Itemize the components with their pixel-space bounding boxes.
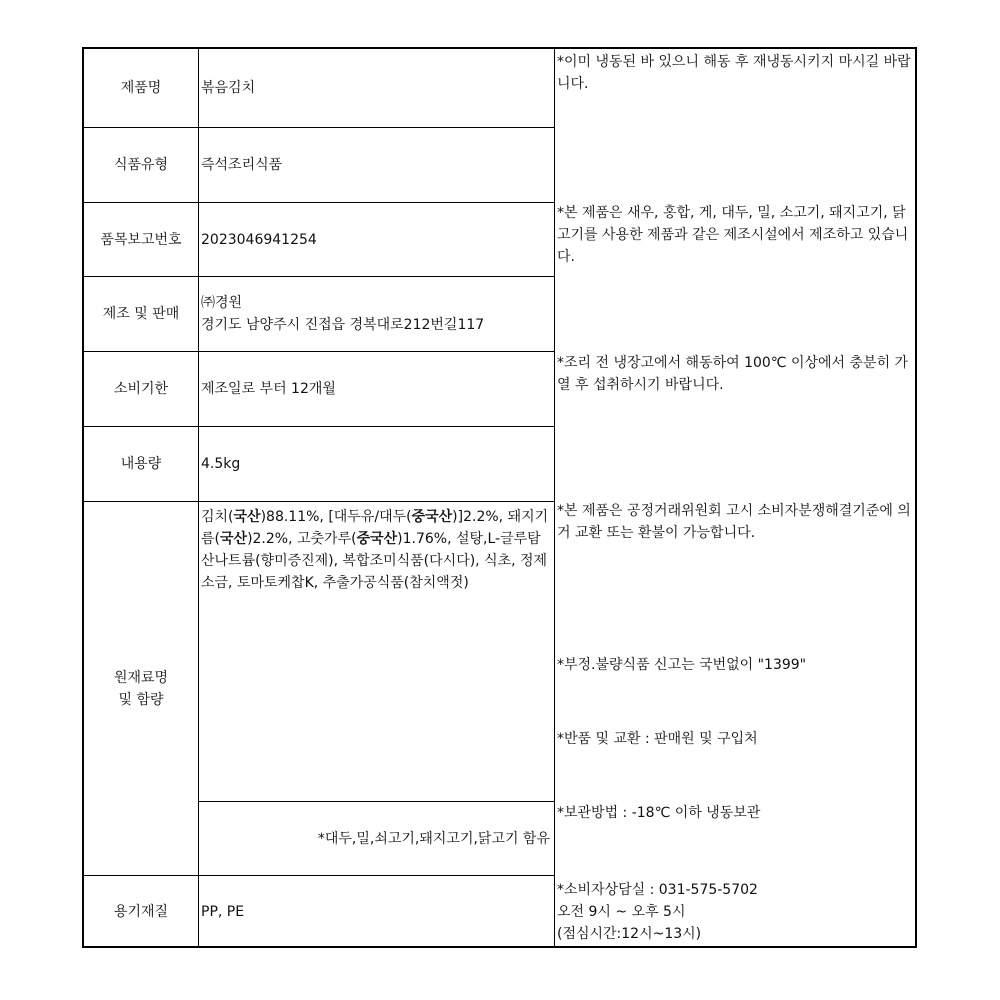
report-number-value [199,203,555,277]
note-allergen-facility [557,202,913,268]
origin-bold: 국산 [233,509,261,525]
ingredient-segment: )2.2%, 고춧가루( [247,531,357,547]
note-refund [557,500,913,544]
ingredients-value [199,502,555,802]
note-report-text: *부정.불량식품 신고는 국번없이 "1399" [557,657,807,673]
volume-value [199,427,555,502]
ingredients-label [84,502,199,876]
product-name-label-text: 제품명 [120,80,162,96]
manufacturer-address: 경기도 남양주시 진접읍 경복대로212번길117 [201,317,485,333]
product-name-value [199,49,555,128]
ingredient-segment: )88.11%, [대두유/대두( [260,509,412,525]
food-type-value [199,128,555,203]
container-label [84,876,199,948]
expiry-label-text: 소비기한 [113,381,169,397]
product-name-text: 볶음김치 [201,80,256,96]
origin-bold: 국산 [220,531,248,547]
manufacturer-value [199,277,555,352]
note-refund-text: *본 제품은 공정거래위원회 고시 소비자분쟁해결기준에 의거 교환 또는 환불이 가능합니다. [557,503,911,541]
consumer-center-lunch: (점심시간:12시~13시) [557,926,702,942]
allergen-text: *대두,밀,쇠고기,돼지고기,닭고기 함유 [317,830,550,847]
expiry-label [84,352,199,427]
report-number-text: 2023046941254 [201,231,317,248]
consumer-center-hours: 오전 9시 ~ 오후 5시 [557,904,686,920]
consumer-center-phone: *소비자상담실 : 031-575-5702 [557,882,758,898]
allergen-value [199,802,555,876]
ingredients-text [201,506,552,594]
note-refreeze-text: *이미 냉동된 바 있으니 해동 후 재냉동시키지 마시길 바랍니다. [557,54,911,92]
note-cooking-text: *조리 전 냉장고에서 해동하여 100℃ 이상에서 충분히 가열 후 섭취하시기 바랍니다. [557,355,909,393]
product-info-table [82,47,917,948]
origin-bold: 중국산 [411,509,453,525]
note-refreeze [557,51,913,95]
report-number-label [84,203,199,277]
note-report [557,654,913,676]
container-value [199,876,555,948]
note-consumer-center [557,879,913,945]
container-text: PP, PE [201,904,245,920]
ingredient-segment: 김치( [201,509,234,525]
volume-label [84,427,199,502]
report-number-label-text: 품목보고번호 [100,231,182,248]
ingredients-label-line2: 및 함량 [118,691,164,708]
manufacturer-company: ㈜경원 [201,295,243,311]
manufacturer-label [84,277,199,352]
note-return [557,728,913,750]
volume-text: 4.5kg [201,456,241,472]
ingredients-label-line1: 원재료명 [113,669,169,686]
origin-bold: 중국산 [356,531,398,547]
food-type-label [84,128,199,203]
product-name-label [84,49,199,128]
food-type-text: 즉석조리식품 [201,157,283,173]
food-type-label-text: 식품유형 [113,157,169,173]
ingredient-segment: )]2.2%, 돼지기름( [201,509,549,547]
note-storage [557,802,913,824]
notes-column [555,49,915,946]
container-label-text: 용기재질 [113,904,169,920]
note-cooking [557,352,913,396]
expiry-text: 제조일로 부터 12개월 [201,381,336,397]
manufacturer-label-text: 제조 및 판매 [102,306,180,322]
note-return-text: *반품 및 교환 : 판매원 및 구입처 [557,731,758,747]
note-allergen-facility-text: *본 제품은 새우, 홍합, 게, 대두, 밀, 소고기, 돼지고기, 닭고기를 사용한 제품과 같은 제조시설에서 제조하고 있습니다. [557,205,909,265]
volume-label-text: 내용량 [120,456,162,472]
note-storage-text: *보관방법 : -18℃ 이하 냉동보관 [557,805,761,821]
ingredient-segment: )1.76%, 설탕,L-글루탐산나트륨(향미증진제), 복합조미식품(다시다), 식초, 정제소금, 토마토케찹K, 추출가공식품(참치액젓) [201,531,548,591]
expiry-value [199,352,555,427]
